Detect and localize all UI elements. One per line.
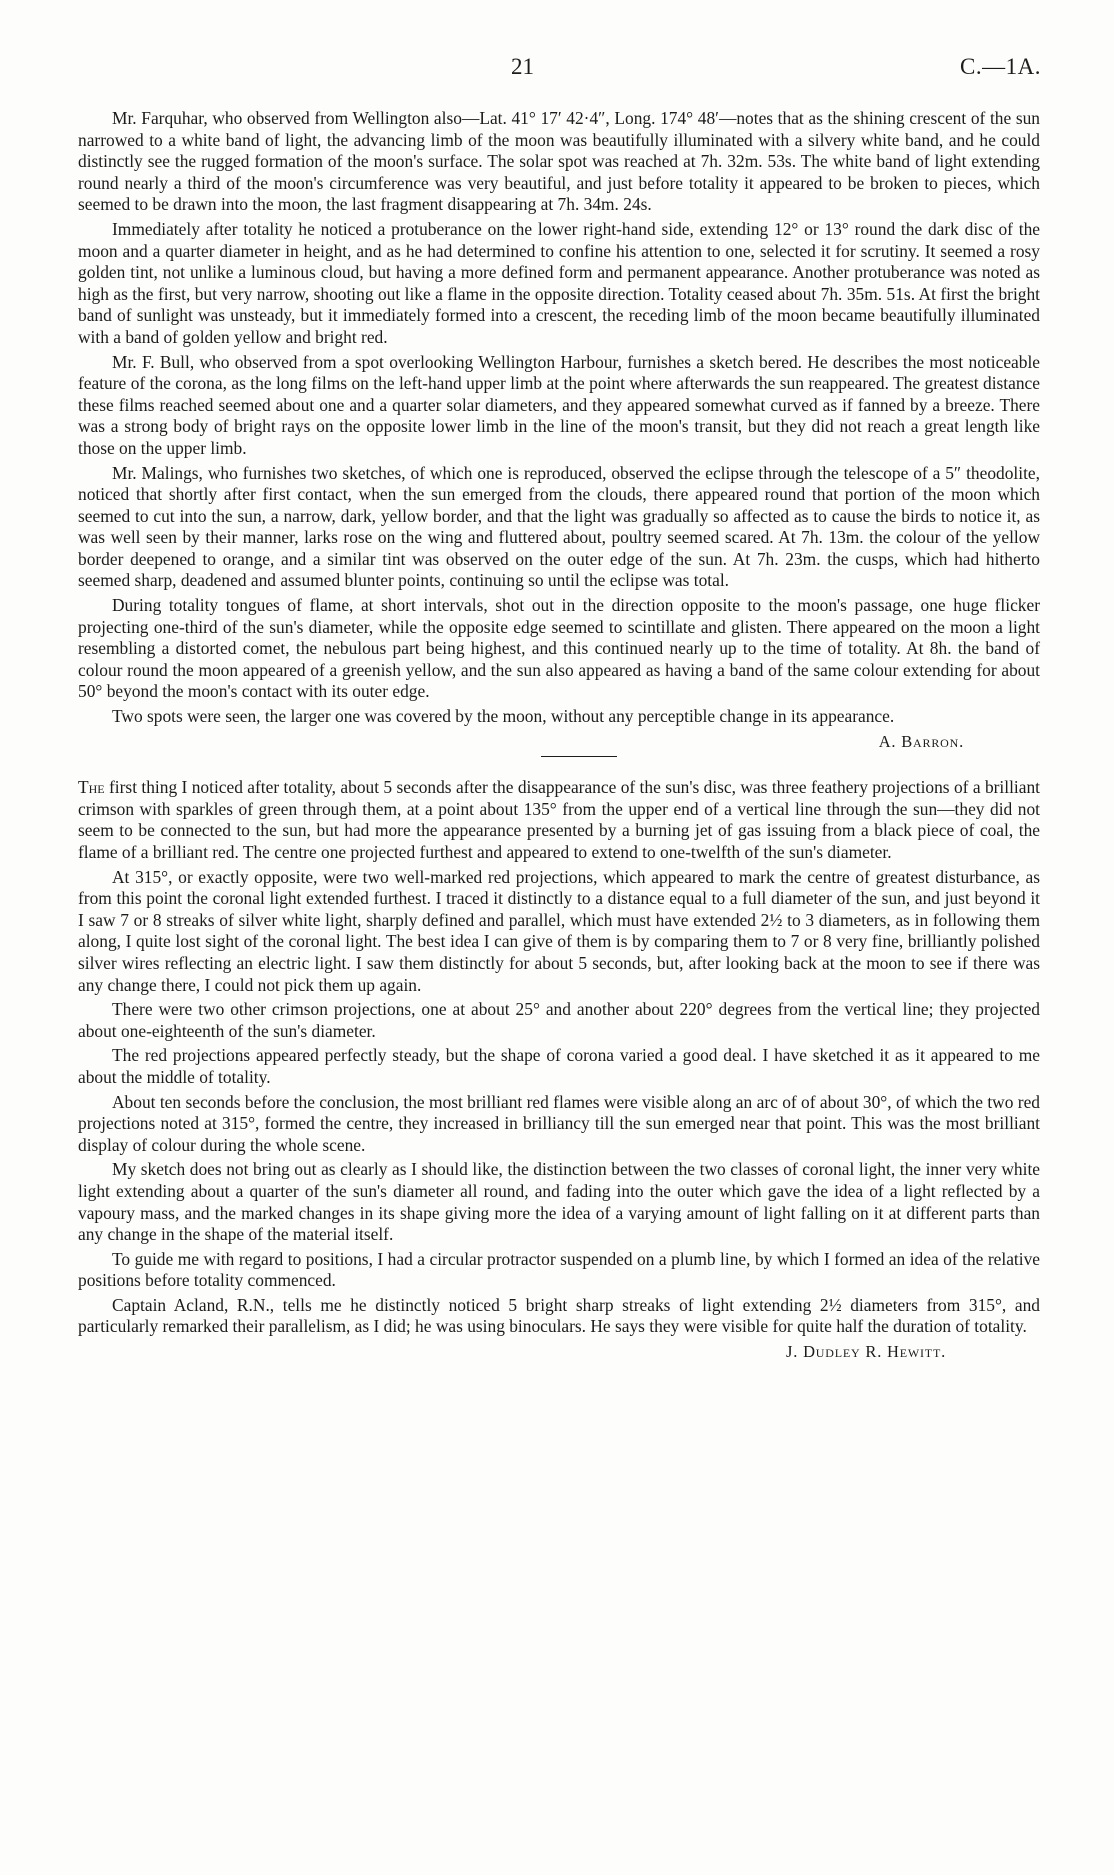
paragraph	[78, 777, 1040, 863]
page-body	[78, 108, 1040, 1363]
page-header	[0, 56, 1114, 86]
paragraph: Mr. Malings, who furnishes two sketches, of which one is reproduced, observed the eclipse through the telescope of a 5″ theodolite, noticed that shortly after first contact, when the sun emerged from the clouds, there appeared round that portion of the moon which seemed to cut into the sun, a narrow, dark, yellow border, and that the light was gradually so affected as to cause the birds to notice it, as was well seen by their manner, larks rose on the wing and fluttered about, poultry seemed scared. At 7h. 13m. the colour of the yellow border deepened to orange, and a similar tint was observed on the outer edge of the sun. At 7h. 23m. the cusps, which had hitherto seemed sharp, deadened and assumed blunter points, continuing so until the eclipse was total.	[78, 462, 1040, 591]
paragraph: Mr. F. Bull, who observed from a spot overlooking Wellington Harbour, furnishes a sketch bered. He describes the most noticeable feature of the corona, as the long films on the left-hand upper limb at the point where afterwards the sun reappeared. The greatest distance these films reached seemed about one and a quarter solar diameters, and they appeared somewhat curved as if fanned by a breeze. There was a strong body of bright rays on the opposite lower limb in the line of the moon's transit, but they did not reach a great length like those on the upper limb.	[78, 351, 1040, 458]
opening-word: The	[78, 777, 105, 798]
document-reference: C.—1A.	[960, 54, 1041, 79]
report-section-barron	[78, 108, 1040, 752]
page-number: 21	[511, 54, 534, 79]
signature-barron: A. Barron.	[878, 731, 964, 751]
paragraph: Captain Acland, R.N., tells me he distinctly noticed 5 bright sharp streaks of light extending 2½ diameters from 315°, and particularly remarked their parallelism, as I did; he was using binoculars. He says they were visible for quite half the duration of totality.	[78, 1294, 1040, 1337]
paragraph-text: first thing I noticed after totality, about 5 seconds after the disappearance of the sun's disc, was three feathery projections of a brilliant crimson with sparkles of green through them, at a point about 135° from the upper end of a vertical line through the sun—they did not seem to be connected to the sun, but had more the appearance presented by a burning jet of gas issuing from a black piece of coal, the flame of a brilliant red. The centre one projected furthest and appeared to extend to one-twelfth of the sun's diameter.	[78, 777, 1040, 862]
report-section-hewitt	[78, 777, 1040, 1362]
paragraph: There were two other crimson projections, one at about 25° and another about 220° degrees from the vertical line; they projected about one-eighteenth of the sun's diameter.	[78, 999, 1040, 1041]
paragraph: Immediately after totality he noticed a protuberance on the lower right-hand side, extending 12° or 13° round the dark disc of the moon and a quarter diameter in height, and as he had determined to confine his attention to one, selected it for scrutiny. It seemed a rosy golden tint, not unlike a luminous cloud, but having a more defined form and permanent appearance. Another protuberance was noted as high as the first, but very narrow, shooting out like a flame in the opposite direction. Totality ceased about 7h. 35m. 51s. At first the bright band of sunlight was unsteady, but it immediately formed into a crescent, the receding limb of the moon became beautifully illuminated with a band of golden yellow and bright red.	[78, 218, 1040, 347]
paragraph: About ten seconds before the conclusion, the most brilliant red flames were visible along an arc of of about 30°, of which the two red projections noted at 315°, formed the centre, they increased in brilliancy till the sun emerged near that point. This was the most brilliant display of colour during the whole scene.	[78, 1091, 1040, 1155]
paragraph: My sketch does not bring out as clearly as I should like, the distinction between the two classes of coronal light, the inner very white light extending about a quarter of the sun's diameter all round, and fading into the outer which gave the idea of a light reflected by a vapoury mass, and the marked changes in its shape giving more the idea of a varying amount of light falling on it at different parts than any change in the shape of the material itself.	[78, 1159, 1040, 1245]
paragraph: To guide me with regard to positions, I had a circular protractor suspended on a plumb line, by which I formed an idea of the relative positions before totality commenced.	[78, 1248, 1040, 1291]
section-divider	[541, 756, 617, 757]
paragraph: At 315°, or exactly opposite, were two well-marked red projections, which appeared to mark the centre of greatest disturbance, as from this point the coronal light extended furthest. I traced it distinctly to a distance equal to a full diameter of the sun, and just beyond it I saw 7 or 8 streaks of silver white light, sharply defined and parallel, which must have extended 2½ to 3 diameters, as in following them along, I quite lost sight of the coronal light. The best idea I can give of them is by comparing them to 7 or 8 very fine, brilliantly polished silver wires reflecting an electric light. I saw them distinctly for about 5 seconds, but, after looking back at the moon to see if there was any change there, I could not pick them up again.	[78, 866, 1040, 995]
paragraph: Two spots were seen, the larger one was covered by the moon, without any perceptible change in its appearance.	[112, 706, 895, 727]
signature-hewitt: J. Dudley R. Hewitt.	[786, 1342, 946, 1362]
paragraph: Mr. Farquhar, who observed from Wellington also—Lat. 41° 17′ 42·4″, Long. 174° 48′—notes that as the shining crescent of the sun narrowed to a white band of light, the advancing limb of the moon was beautifully illuminated with a silvery white band, and he could distinctly see the rugged formation of the moon's surface. The solar spot was reached at 7h. 32m. 53s. The white band of light extending round nearly a third of the moon's circumference was very beautiful, and just before totality it appeared to be broken to pieces, which seemed to be drawn into the moon, the last fragment disappearing at 7h. 34m. 24s.	[78, 108, 1040, 215]
paragraph: The red projections appeared perfectly steady, but the shape of corona varied a good deal. I have sketched it as it appeared to me about the middle of totality.	[78, 1045, 1040, 1087]
paragraph: During totality tongues of flame, at short intervals, shot out in the direction opposite to the moon's passage, one huge flicker projecting one-third of the sun's diameter, while the opposite edge seemed to scintillate and glisten. There appeared on the moon a light resembling a distorted comet, the nebulous part being highest, and this continued nearly up to the time of totality. At 8h. the band of colour round the moon appeared of a greenish yellow, and the sun also appeared as having a band of the same colour extending for about 50° beyond the moon's contact with its outer edge.	[78, 595, 1040, 702]
